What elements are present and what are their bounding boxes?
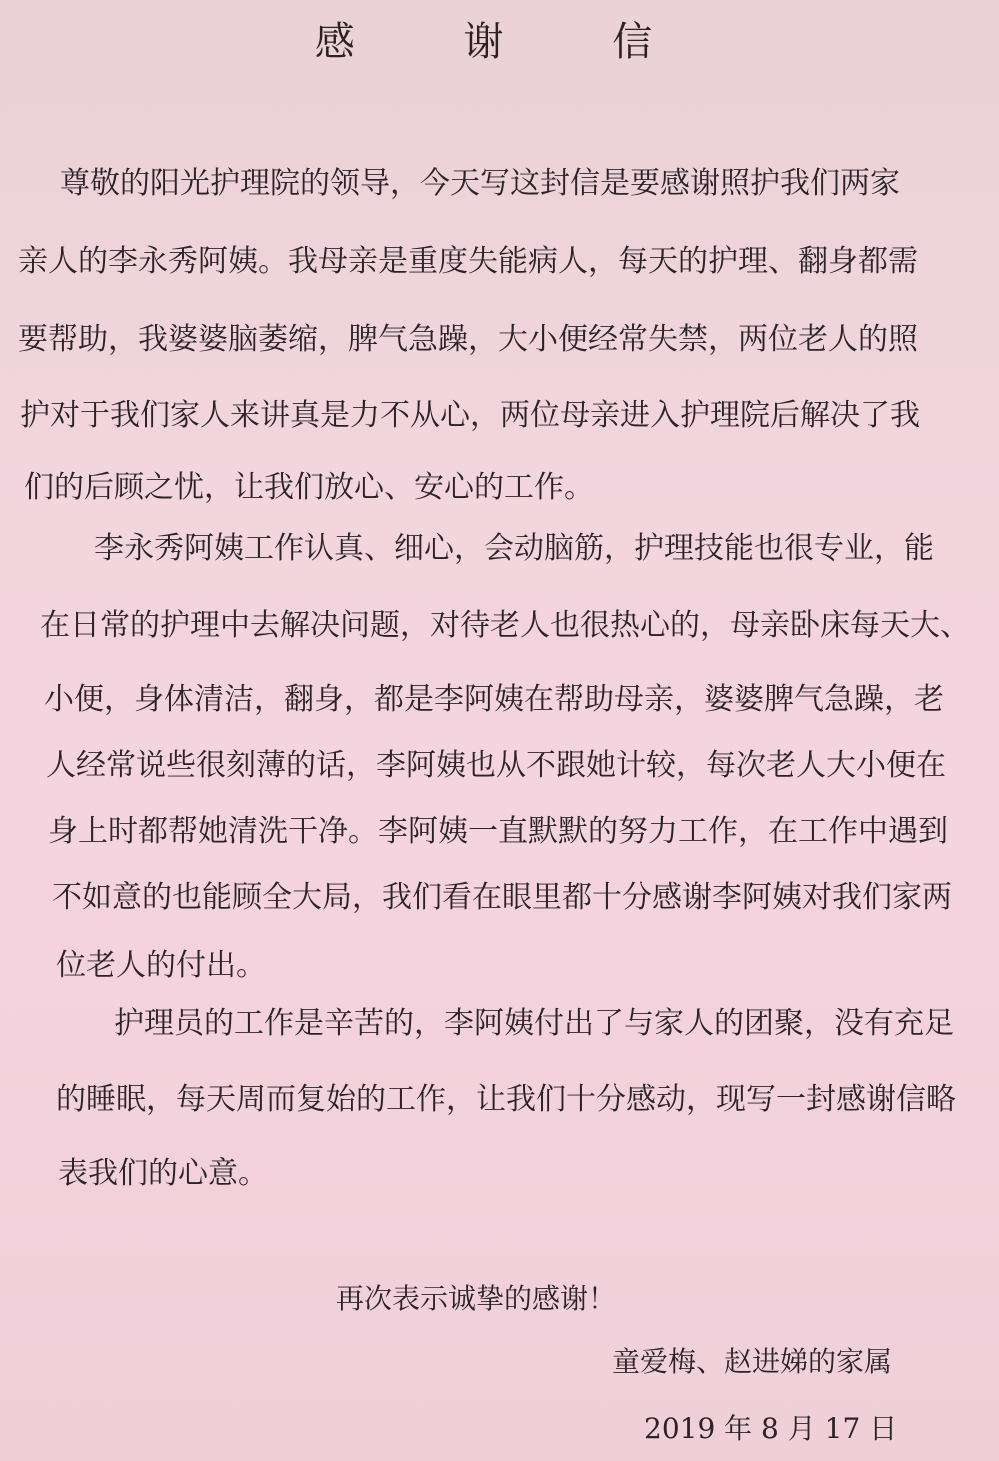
- signature: 童爱梅、赵进娣的家属: [612, 1345, 893, 1378]
- letter-date: 2019 年 8 月 17 日: [644, 1412, 898, 1445]
- body-line: 人经常说些很刻薄的话，李阿姨也从不跟她计较，每次老人大小便在: [46, 748, 946, 783]
- body-line: 小便，身体清洁，翻身，都是李阿姨在帮助母亲，婆婆脾气急躁，老: [44, 682, 944, 717]
- body-line: 的睡眠，每天周而复始的工作，让我们十分感动，现写一封感谢信略: [56, 1082, 956, 1117]
- body-line: 护对于我们家人来讲真是力不从心，两位母亲进入护理院后解决了我: [20, 398, 920, 433]
- body-line: 位老人的付出。: [56, 948, 266, 983]
- body-line: 不如意的也能顾全大局，我们看在眼里都十分感谢李阿姨对我们家两: [52, 880, 952, 915]
- body-line: 身上时都帮她清洗干净。李阿姨一直默默的努力工作，在工作中遇到: [48, 814, 948, 849]
- body-line: 要帮助，我婆婆脑萎缩，脾气急躁，大小便经常失禁，两位老人的照: [18, 322, 918, 357]
- body-line: 李永秀阿姨工作认真、细心，会动脑筋，护理技能也很专业，能: [94, 531, 934, 566]
- body-line: 护理员的工作是辛苦的，李阿姨付出了与家人的团聚，没有充足: [114, 1006, 954, 1041]
- body-line: 亲人的李永秀阿姨。我母亲是重度失能病人，每天的护理、翻身都需: [18, 244, 918, 279]
- body-line: 尊敬的阳光护理院的领导，今天写这封信是要感谢照护我们两家: [60, 166, 900, 201]
- body-line: 在日常的护理中去解决问题，对待老人也很热心的，母亲卧床每天大、: [40, 608, 970, 643]
- body-line: 表我们的心意。: [58, 1156, 268, 1191]
- closing-thanks: 再次表示诚挚的感谢！: [336, 1282, 617, 1315]
- body-line: 们的后顾之忧，让我们放心、安心的工作。: [24, 470, 594, 505]
- letter-title: 感 谢 信: [314, 19, 701, 65]
